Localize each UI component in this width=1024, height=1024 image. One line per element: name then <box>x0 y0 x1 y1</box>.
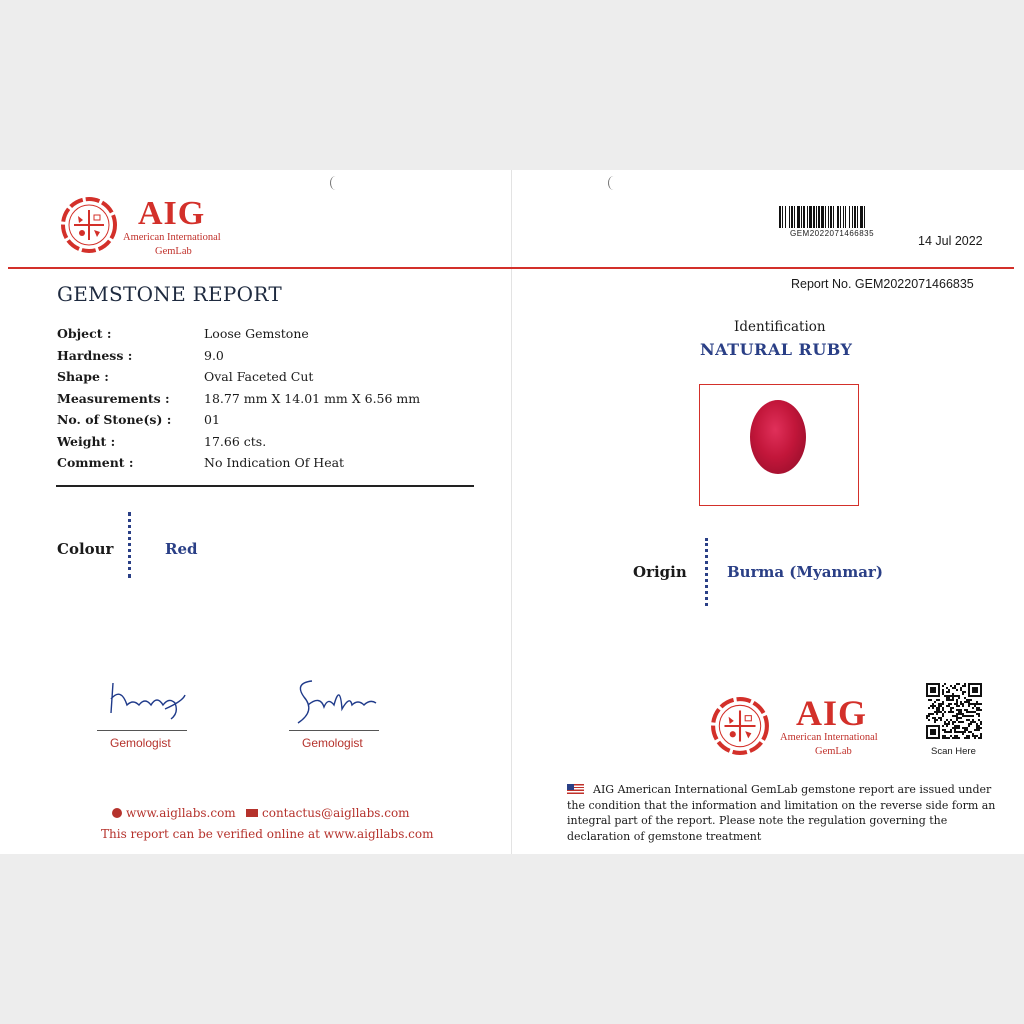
detail-row <box>57 391 477 409</box>
logo-subtitle-1: American International <box>780 732 878 743</box>
detail-value: Oval Faceted Cut <box>204 369 314 384</box>
colour-label: Colour <box>57 540 114 558</box>
detail-label: Measurements : <box>57 390 170 406</box>
fold-line <box>511 170 512 854</box>
origin-value: Burma (Myanmar) <box>727 563 883 581</box>
logo-subtitle-1: American International <box>123 232 221 243</box>
report-date: 14 Jul 2022 <box>918 234 983 248</box>
disclaimer-line-2: the condition that the information and limitation on the reverse side form an <box>567 798 996 812</box>
detail-label: Shape : <box>57 369 109 384</box>
qr-code[interactable] <box>926 683 982 739</box>
barcode <box>779 206 905 228</box>
detail-row <box>57 369 477 387</box>
disclaimer-line-1: AIG American International GemLab gemstone report are issued under <box>593 783 992 796</box>
detail-value: 18.77 mm X 14.01 mm X 6.56 mm <box>204 390 421 406</box>
detail-label: Comment : <box>57 455 134 470</box>
header-divider <box>8 267 1014 269</box>
details-divider <box>56 485 474 487</box>
qr-caption: Scan Here <box>931 746 976 757</box>
logo-subtitle-2: GemLab <box>155 246 192 257</box>
signature-role-1: Gemologist <box>110 736 171 750</box>
identification-value: NATURAL RUBY <box>700 340 853 359</box>
detail-value: Loose Gemstone <box>204 326 309 341</box>
detail-label: Object : <box>57 326 112 341</box>
detail-value: 9.0 <box>204 347 224 363</box>
logo-text: AIG <box>138 195 206 232</box>
origin-dots <box>705 538 711 606</box>
signature-line-1 <box>97 730 187 731</box>
disclaimer-line-4: declaration of gemstone treatment <box>567 829 762 843</box>
detail-value: 17.66 cts. <box>204 433 267 449</box>
signature-1 <box>105 675 190 725</box>
logo-text: AIG <box>796 693 868 733</box>
website-link[interactable]: www.aigllabs.com <box>126 806 236 820</box>
detail-label: Weight : <box>57 433 116 449</box>
envelope-icon <box>246 809 258 817</box>
colour-value: Red <box>165 540 198 558</box>
signature-line-2 <box>289 730 379 731</box>
report-sheet <box>0 170 1024 854</box>
detail-label: No. of Stone(s) : <box>57 412 172 427</box>
disclaimer <box>567 782 997 844</box>
detail-value: No Indication Of Heat <box>204 455 345 470</box>
gem-photo <box>750 400 806 474</box>
detail-row <box>57 434 477 452</box>
identification-label: Identification <box>734 319 826 335</box>
detail-row <box>57 326 477 344</box>
email-contact[interactable] <box>246 806 410 820</box>
signature-2 <box>290 675 380 727</box>
page-title: GEMSTONE REPORT <box>57 282 283 306</box>
report-number: Report No. GEM2022071466835 <box>791 277 974 291</box>
signature-role-2: Gemologist <box>302 736 363 750</box>
detail-row <box>57 348 477 366</box>
aig-emblem-icon <box>710 696 770 756</box>
aig-emblem-icon <box>60 196 118 254</box>
punch-mark-right <box>608 176 619 190</box>
origin-label: Origin <box>633 563 687 581</box>
colour-dots <box>128 512 134 578</box>
website-contact[interactable] <box>112 806 236 820</box>
verify-note: This report can be verified online at www.aigllabs.com <box>101 827 434 841</box>
logo-subtitle-2: GemLab <box>815 746 852 757</box>
detail-label: Hardness : <box>57 347 133 363</box>
barcode-text: GEM2022071466835 <box>790 229 875 238</box>
globe-icon <box>112 808 122 818</box>
punch-mark-left <box>330 176 341 190</box>
aig-logo-right <box>710 693 900 758</box>
email-link[interactable]: contactus@aigllabs.com <box>262 806 410 820</box>
detail-value: 01 <box>204 412 220 427</box>
aig-logo-left <box>60 196 230 256</box>
detail-row <box>57 455 477 473</box>
disclaimer-line-3: integral part of the report. Please note the regulation governing the <box>567 814 948 827</box>
detail-row <box>57 412 477 430</box>
